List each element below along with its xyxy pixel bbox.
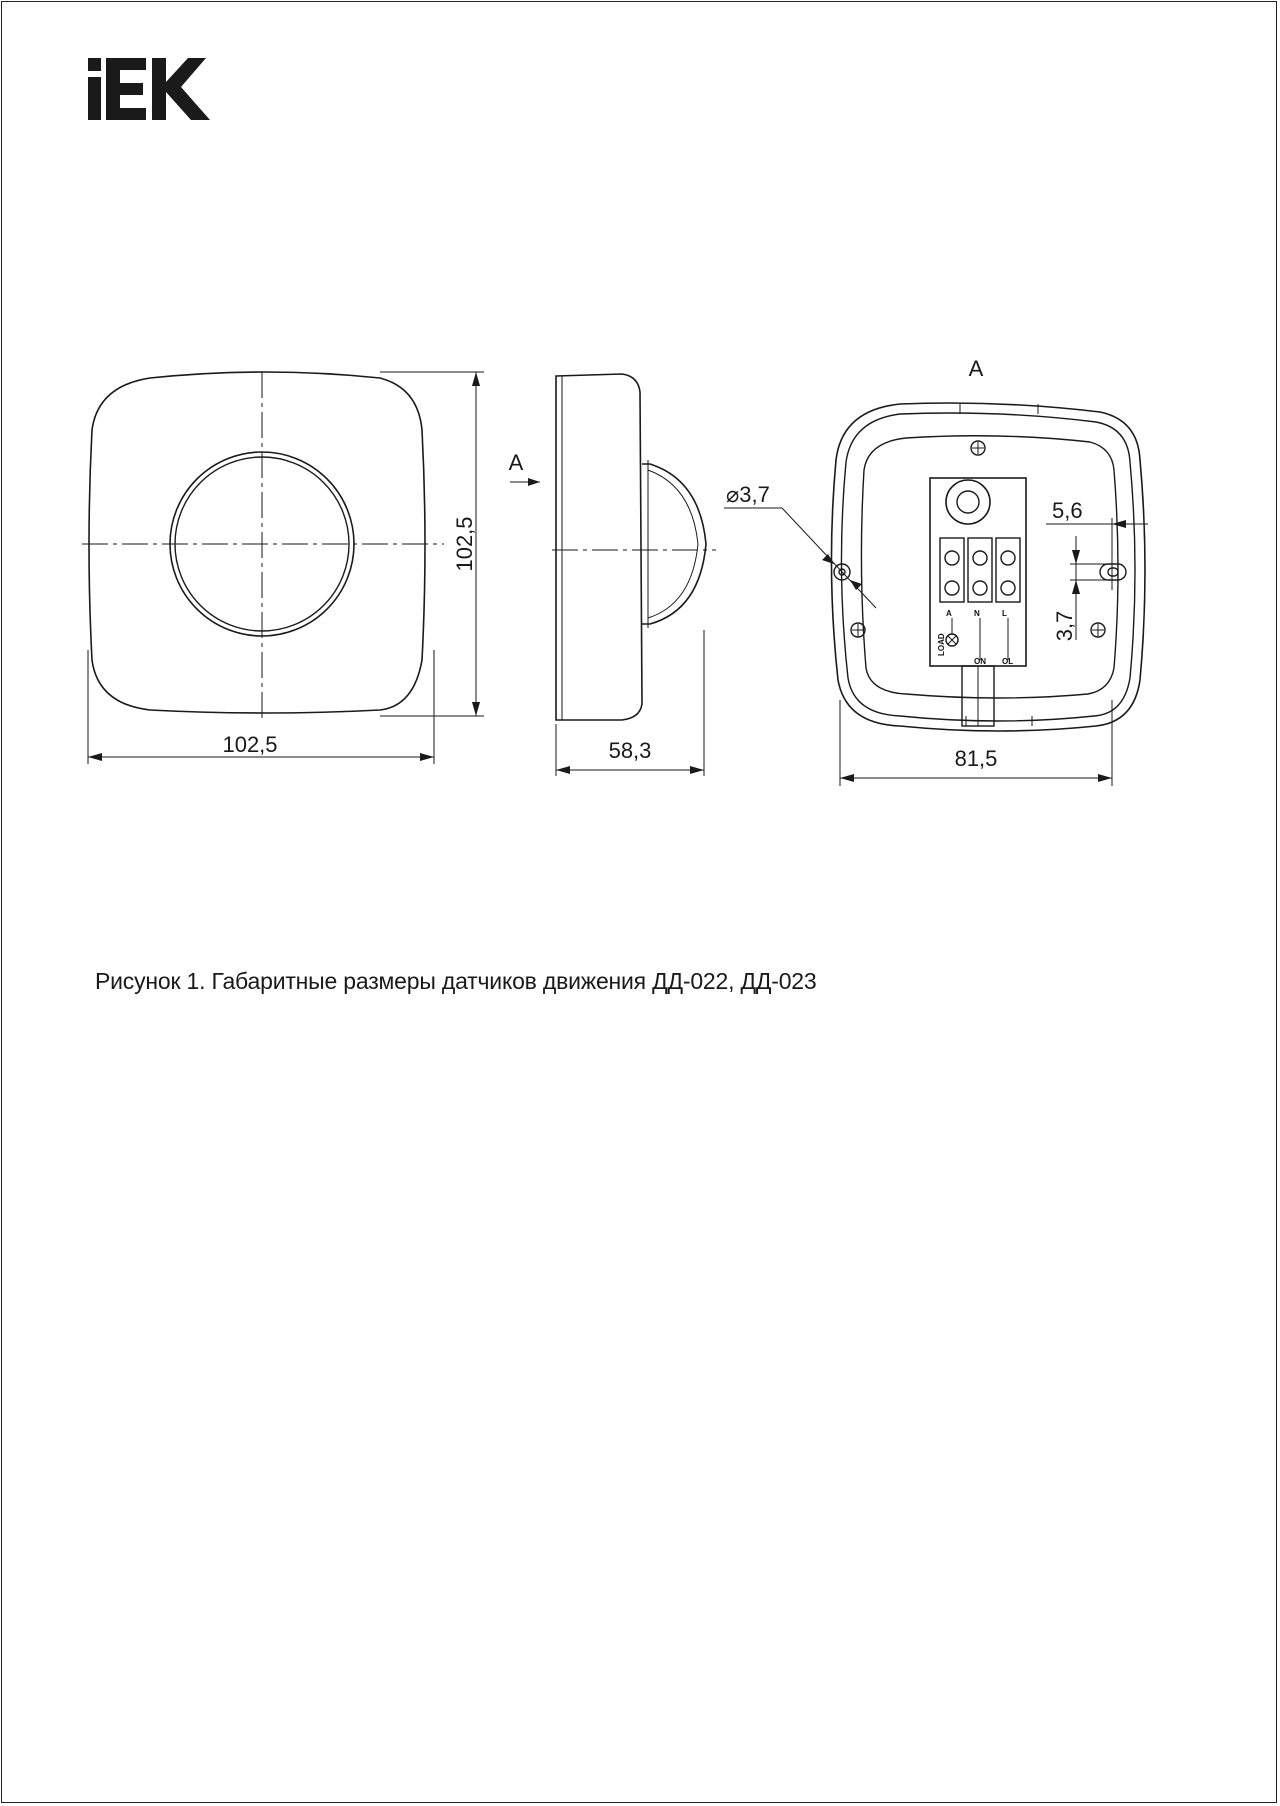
slot-label: 3,7 <box>1052 610 1077 642</box>
terminal-label-ol: OL <box>1002 657 1014 666</box>
side-depth-label: 58,3 <box>608 738 652 763</box>
back-width-label: 81,5 <box>954 746 998 771</box>
terminal-label-n: N <box>974 609 980 618</box>
view-arrow-label: A <box>508 450 524 475</box>
terminal-label-load: LOAD <box>937 633 946 656</box>
front-height-label: 102,5 <box>452 516 477 572</box>
terminal-label-a: A <box>946 609 952 618</box>
figure-caption: Рисунок 1. Габаритные размеры датчиков движения ДД-022, ДД-023 <box>95 968 817 994</box>
terminal-label-l: L <box>1002 609 1007 618</box>
view-title-label: A <box>968 356 984 381</box>
side-view <box>510 374 716 776</box>
terminal-label-on: ON <box>974 657 986 666</box>
front-width-label: 102,5 <box>222 732 278 757</box>
hole-diameter-label: ⌀3,7 <box>726 482 770 507</box>
rear-view <box>724 403 1148 786</box>
front-view <box>82 372 484 764</box>
offset-label: 5,6 <box>1052 498 1083 523</box>
